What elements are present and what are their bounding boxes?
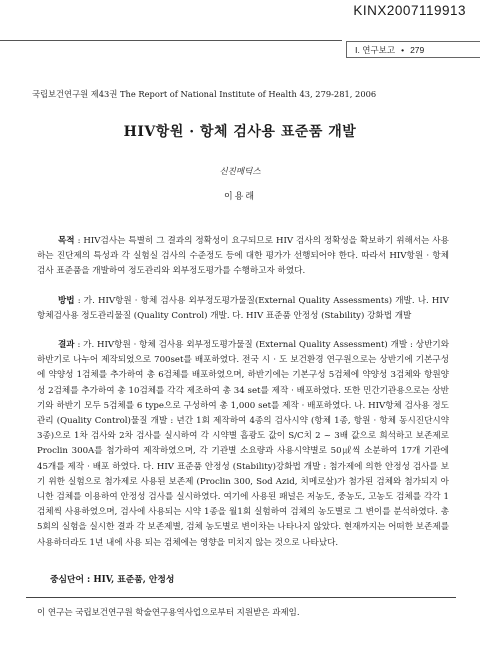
methods-text: : 가. HIV항원 · 항체 검사용 외부정도평가물질(External Quality Assessments) 개발. 나. HIV항체검사용 정도관리물질 (Quality Control) 개발. 다. HIV 표준품 안정성 (Stability) 강화법 개발 — [37, 296, 449, 322]
page-number: 279 — [410, 44, 425, 55]
keywords-value: HIV, 표준품, 안정성 — [93, 575, 175, 585]
author-name: 이용래 — [223, 192, 257, 202]
footer-rule — [26, 597, 456, 598]
running-header — [346, 41, 480, 58]
methods-heading: 방법 — [58, 296, 75, 306]
objective-text: : HIV검사는 특별히 그 결과의 정확성이 요구되므로 HIV 검사의 정확성을 확보하기 위해서는 사용하는 진단제의 특성과 각 실험실 검사의 수준정도 등에 대한 평가가 선행되어야 한다. 따라서 HIV항원 · 항체 검사 표준품을 개발하여 정도관리와 외부정도평가를 수행하고자 하였다. — [37, 236, 449, 277]
document-id: KINX2007119913 — [353, 3, 466, 18]
header-separator: • — [401, 44, 405, 55]
objective-heading: 목적 — [58, 236, 75, 246]
results-heading: 결과 — [58, 340, 75, 350]
section-label: Ⅰ. 연구보고 — [355, 44, 396, 55]
abstract-methods — [37, 294, 449, 324]
paper-title: HIV항원 · 항체 검사용 표준품 개발 — [123, 124, 357, 140]
header-rule — [0, 40, 342, 41]
journal-citation: 국립보건연구원 제43권 The Report of National Institute of Health 43, 279-281, 2006 — [32, 89, 377, 99]
funding-note: 이 연구는 국립보건연구원 학술연구용역사업으로부터 지원받은 과제임. — [37, 608, 300, 618]
author-affiliation: 신진메딕스 — [219, 167, 261, 177]
keywords-label: 중심단어 : — [50, 575, 94, 585]
keywords — [50, 572, 174, 585]
results-text: : 가. HIV항원 · 항체 검사용 외부정도평가물질 (External Quality Assessment) 개발 : 상반기와 하반기로 나누어 제작되었으로 700set를 배포하였다. 전국 시 · 도 보건환경 연구원으로는 상반기에 기본구성에 약양성 1검체를 추가하여 총 6검체를 배포하였으며, 하반기에는 기본구성 5검체에 약양성 3검체와 항원양성 2검체를 추가하여 총 10검체를 각각 제조하여 총 34 set를 제작 · 배포하였다. 또한 민간기관용으로는 상반기와 하반기 모두 5검체를 6 type으로 구성하여 총 1,000 set를 제작 · 배포하였다. 나. HIV항체 검사용 정도관리 (Quality Control)물질 개발 : 년간 1회 제작하여 4종의 검사시약 (항체 1종, 항원 · 항체 동시진단시약 3종)으로 1차 검사와 2차 검사를 실시하여 각 시약별 흡광도 값이 S/C치 2 ~ 3배 값으로 희석하고 보존제로 Proclin 300A를 첨가하여 제작하였으며, 각 기관별 소요량과 사용시약별로 50㎕씩 소분하여 17개 기관에 45개를 제작 · 배포 하였다. 다. HIV 표준품 안정성 (Stability)강화법 개발 : 첨가제에 의한 안정성 검사를 보기 위한 실험으로 첨가제로 사용된 보존제 (Proclin 300, Sod Azid, 치메로살)가 첨가된 검체와 첨가되지 아니한 검체를 이용하여 안정성 검사를 실시하였다. 여기에 사용된 패널은 저농도, 중농도, 고농도 검체를 각각 1검체씩 사용하였으며, 검사에 사용되는 시약 1종을 월1회 실험하여 검체의 농도별로 그 변이를 분석하였다. 총 5회의 실험을 실시한 결과 각 보존제별, 검체 농도별로 변이차는 나타나지 않았다. 현재까지는 어떠한 보존제를 사용하더라도 1년 내에 사용 되는 검체에는 영향을 미치지 않는 것으로 나타났다. — [37, 340, 449, 548]
abstract-results — [37, 338, 449, 551]
abstract-objective — [37, 234, 449, 280]
